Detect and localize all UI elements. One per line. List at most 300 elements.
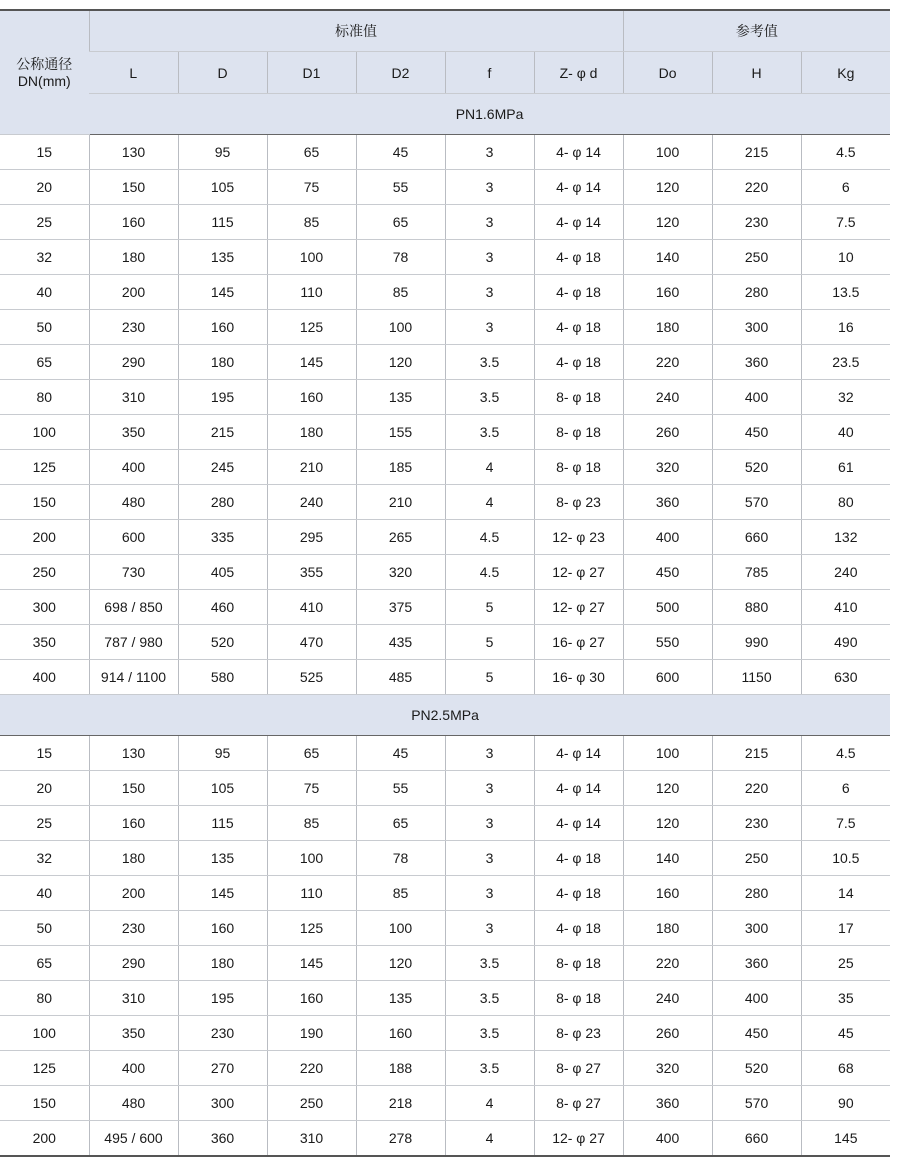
table-cell: 3 [445,876,534,911]
table-row [0,415,890,450]
table-cell: 660 [712,1121,801,1157]
table-cell: 8- φ 18 [534,946,623,981]
table-cell: 260 [623,1016,712,1051]
table-row [0,981,890,1016]
table-cell: 230 [89,310,178,345]
table-cell: 120 [623,205,712,240]
table-cell: 7.5 [801,205,890,240]
table-cell: 100 [267,841,356,876]
table-row [0,380,890,415]
table-cell: 787 / 980 [89,625,178,660]
table-cell: 135 [178,240,267,275]
table-cell: 265 [356,520,445,555]
valve-dimension-table [0,9,890,1157]
table-cell: 400 [623,520,712,555]
table-cell: 125 [267,911,356,946]
table-cell: 3 [445,806,534,841]
table-cell: 195 [178,380,267,415]
table-cell: 360 [623,485,712,520]
table-cell: 4.5 [801,135,890,170]
table-cell: 300 [178,1086,267,1121]
table-cell: 25 [0,806,89,841]
table-cell: 115 [178,806,267,841]
table-cell: 195 [178,981,267,1016]
table-cell: 660 [712,520,801,555]
table-row [0,170,890,205]
table-cell: 300 [0,590,89,625]
table-cell: 61 [801,450,890,485]
table-cell: 55 [356,771,445,806]
reference-values-header: 参考值 [623,10,890,52]
table-cell: 260 [623,415,712,450]
column-header-Kg: Kg [801,52,890,94]
table-cell: 32 [801,380,890,415]
table-cell: 180 [178,946,267,981]
table-row [0,1016,890,1051]
table-cell: 400 [0,660,89,695]
table-cell: 3 [445,205,534,240]
table-cell: 85 [356,876,445,911]
table-cell: 3 [445,911,534,946]
table-cell: 490 [801,625,890,660]
table-cell: 20 [0,771,89,806]
table-cell: 45 [801,1016,890,1051]
table-cell: 100 [623,135,712,170]
table-cell: 95 [178,736,267,771]
table-cell: 105 [178,170,267,205]
table-row [0,485,890,520]
table-cell: 5 [445,660,534,695]
table-cell: 8- φ 18 [534,450,623,485]
table-cell: 65 [0,946,89,981]
table-cell: 360 [623,1086,712,1121]
table-cell: 120 [356,345,445,380]
table-cell: 4- φ 14 [534,736,623,771]
dn-header-line1: 公称通径 [16,55,73,72]
table-cell: 140 [623,240,712,275]
table-cell: 35 [801,981,890,1016]
table-cell: 3.5 [445,981,534,1016]
table-cell: 16- φ 30 [534,660,623,695]
column-header-bolt-holes: Z- φ d [534,52,623,94]
table-cell: 180 [89,841,178,876]
table-row [0,450,890,485]
table-cell: 80 [801,485,890,520]
table-cell: 450 [712,1016,801,1051]
table-cell: 3.5 [445,946,534,981]
table-cell: 410 [267,590,356,625]
table-cell: 280 [178,485,267,520]
table-cell: 145 [267,345,356,380]
table-cell: 15 [0,736,89,771]
table-cell: 78 [356,240,445,275]
table-cell: 3.5 [445,345,534,380]
table-cell: 400 [89,1051,178,1086]
table-cell: 280 [712,275,801,310]
table-cell: 20 [0,170,89,205]
table-cell: 400 [89,450,178,485]
table-cell: 4- φ 18 [534,911,623,946]
table-cell: 218 [356,1086,445,1121]
table-cell: 50 [0,310,89,345]
table-cell: 500 [623,590,712,625]
table-cell: 180 [178,345,267,380]
table-cell: 80 [0,981,89,1016]
table-cell: 200 [89,876,178,911]
table-cell: 580 [178,660,267,695]
table-cell: 3 [445,771,534,806]
table-row [0,876,890,911]
table-cell: 16- φ 27 [534,625,623,660]
table-cell: 350 [89,1016,178,1051]
table-cell: 23.5 [801,345,890,380]
table-cell: 65 [356,806,445,841]
table-row [0,590,890,625]
table-cell: 4- φ 14 [534,170,623,205]
table-cell: 3 [445,240,534,275]
table-cell: 3 [445,135,534,170]
table-cell: 250 [267,1086,356,1121]
table-cell: 480 [89,1086,178,1121]
table-row [0,240,890,275]
table-cell: 85 [267,806,356,841]
table-cell: 110 [267,275,356,310]
table-cell: 230 [89,911,178,946]
table-cell: 145 [178,876,267,911]
table-cell: 320 [356,555,445,590]
table-cell: 250 [712,240,801,275]
table-cell: 220 [267,1051,356,1086]
table-cell: 270 [178,1051,267,1086]
table-cell: 8- φ 27 [534,1051,623,1086]
table-cell: 400 [623,1121,712,1157]
table-cell: 480 [89,485,178,520]
table-cell: 210 [267,450,356,485]
table-row [0,736,890,771]
table-cell: 120 [623,806,712,841]
table-cell: 17 [801,911,890,946]
table-row [0,135,890,170]
table-cell: 600 [623,660,712,695]
table-cell: 450 [712,415,801,450]
table-cell: 300 [712,310,801,345]
table-cell: 200 [0,520,89,555]
column-header-D: D [178,52,267,94]
table-row [0,841,890,876]
table-row [0,625,890,660]
table-cell: 520 [712,1051,801,1086]
dn-header [0,10,89,135]
table-row [0,520,890,555]
table-cell: 180 [623,911,712,946]
table-cell: 290 [89,345,178,380]
table-cell: 180 [267,415,356,450]
table-cell: 200 [89,275,178,310]
table-cell: 3.5 [445,415,534,450]
table-cell: 495 / 600 [89,1121,178,1157]
table-cell: 40 [0,876,89,911]
table-cell: 155 [356,415,445,450]
table-cell: 400 [712,380,801,415]
table-cell: 130 [89,736,178,771]
table-cell: 135 [356,380,445,415]
table-cell: 914 / 1100 [89,660,178,695]
table-cell: 150 [89,170,178,205]
table-cell: 210 [356,485,445,520]
table-cell: 485 [356,660,445,695]
table-cell: 5 [445,625,534,660]
table-cell: 10.5 [801,841,890,876]
table-cell: 240 [623,380,712,415]
table-cell: 160 [267,981,356,1016]
table-row [0,345,890,380]
column-header-L: L [89,52,178,94]
table-cell: 350 [0,625,89,660]
table-cell: 12- φ 27 [534,1121,623,1157]
table-cell: 525 [267,660,356,695]
dn-header-line2: DN(mm) [17,72,71,89]
table-cell: 115 [178,205,267,240]
table-row [0,1086,890,1121]
table-cell: 240 [267,485,356,520]
table-cell: 360 [178,1121,267,1157]
table-cell: 180 [623,310,712,345]
table-cell: 570 [712,1086,801,1121]
table-cell: 190 [267,1016,356,1051]
table-row [0,946,890,981]
table-row [0,1121,890,1157]
table-cell: 310 [267,1121,356,1157]
table-cell: 120 [356,946,445,981]
table-cell: 3.5 [445,380,534,415]
table-row [0,1051,890,1086]
table-cell: 6 [801,771,890,806]
table-cell: 135 [356,981,445,1016]
table-cell: 215 [712,135,801,170]
table-cell: 375 [356,590,445,625]
table-cell: 4 [445,450,534,485]
table-cell: 80 [0,380,89,415]
table-cell: 3.5 [445,1051,534,1086]
table-cell: 215 [712,736,801,771]
table-cell: 150 [0,1086,89,1121]
table-cell: 32 [0,240,89,275]
table-cell: 280 [712,876,801,911]
table-cell: 150 [0,485,89,520]
table-cell: 200 [0,1121,89,1157]
table-cell: 320 [623,450,712,485]
table-row [0,275,890,310]
table-cell: 435 [356,625,445,660]
table-cell: 230 [712,806,801,841]
table-cell: 310 [89,380,178,415]
table-cell: 50 [0,911,89,946]
table-cell: 40 [801,415,890,450]
table-cell: 65 [267,135,356,170]
table-cell: 4- φ 18 [534,876,623,911]
table-cell: 410 [801,590,890,625]
table-cell: 880 [712,590,801,625]
table-cell: 3 [445,275,534,310]
column-header-D1: D1 [267,52,356,94]
table-cell: 135 [178,841,267,876]
table-row [0,310,890,345]
table-cell: 100 [0,415,89,450]
table-cell: 4 [445,485,534,520]
table-cell: 10 [801,240,890,275]
table-cell: 140 [623,841,712,876]
table-cell: 25 [0,205,89,240]
table-cell: 160 [267,380,356,415]
table-cell: 68 [801,1051,890,1086]
column-header-D2: D2 [356,52,445,94]
table-cell: 75 [267,771,356,806]
table-cell: 132 [801,520,890,555]
table-cell: 360 [712,345,801,380]
table-cell: 3 [445,841,534,876]
table-cell: 5 [445,590,534,625]
table-cell: 220 [712,771,801,806]
table-cell: 160 [89,806,178,841]
section-header-row [0,695,890,736]
table-cell: 110 [267,876,356,911]
table-cell: 450 [623,555,712,590]
table-cell: 7.5 [801,806,890,841]
table-row [0,205,890,240]
table-cell: 570 [712,485,801,520]
table-cell: 125 [0,450,89,485]
table-cell: 220 [712,170,801,205]
table-cell: 188 [356,1051,445,1086]
table-cell: 160 [623,876,712,911]
table-cell: 520 [712,450,801,485]
table-cell: 4- φ 14 [534,205,623,240]
table-cell: 160 [623,275,712,310]
table-cell: 145 [801,1121,890,1157]
table-cell: 32 [0,841,89,876]
table-cell: 290 [89,946,178,981]
table-cell: 355 [267,555,356,590]
table-cell: 215 [178,415,267,450]
table-cell: 550 [623,625,712,660]
table-cell: 278 [356,1121,445,1157]
table-cell: 100 [356,911,445,946]
table-cell: 4- φ 18 [534,345,623,380]
table-cell: 4 [445,1121,534,1157]
table-cell: 8- φ 23 [534,1016,623,1051]
table-cell: 120 [623,170,712,205]
table-cell: 4- φ 18 [534,310,623,345]
table-cell: 160 [178,310,267,345]
table-cell: 25 [801,946,890,981]
table-cell: 698 / 850 [89,590,178,625]
table-cell: 65 [356,205,445,240]
table-cell: 730 [89,555,178,590]
table-cell: 360 [712,946,801,981]
table-cell: 230 [178,1016,267,1051]
table-cell: 8- φ 23 [534,485,623,520]
table-cell: 470 [267,625,356,660]
table-cell: 160 [89,205,178,240]
table-cell: 90 [801,1086,890,1121]
table-cell: 990 [712,625,801,660]
table-cell: 85 [267,205,356,240]
table-cell: 4- φ 14 [534,135,623,170]
column-header-Do: Do [623,52,712,94]
table-cell: 125 [0,1051,89,1086]
table-row [0,555,890,590]
table-cell: 160 [356,1016,445,1051]
table-cell: 12- φ 23 [534,520,623,555]
table-cell: 100 [0,1016,89,1051]
table-cell: 12- φ 27 [534,555,623,590]
table-cell: 45 [356,135,445,170]
table-cell: 250 [0,555,89,590]
table-cell: 8- φ 18 [534,415,623,450]
table-cell: 78 [356,841,445,876]
table-cell: 310 [89,981,178,1016]
table-cell: 630 [801,660,890,695]
table-row [0,806,890,841]
table-cell: 350 [89,415,178,450]
table-cell: 460 [178,590,267,625]
table-cell: 3 [445,170,534,205]
table-cell: 15 [0,135,89,170]
table-cell: 150 [89,771,178,806]
table-cell: 4.5 [801,736,890,771]
table-cell: 230 [712,205,801,240]
table-cell: 8- φ 27 [534,1086,623,1121]
table-row [0,660,890,695]
table-cell: 125 [267,310,356,345]
table-cell: 100 [356,310,445,345]
table-cell: 100 [623,736,712,771]
table-cell: 75 [267,170,356,205]
table-cell: 250 [712,841,801,876]
table-cell: 130 [89,135,178,170]
table-cell: 13.5 [801,275,890,310]
table-cell: 4- φ 18 [534,275,623,310]
table-cell: 6 [801,170,890,205]
table-cell: 1150 [712,660,801,695]
table-cell: 295 [267,520,356,555]
table-cell: 600 [89,520,178,555]
table-cell: 785 [712,555,801,590]
column-header-H: H [712,52,801,94]
table-cell: 160 [178,911,267,946]
table-cell: 300 [712,911,801,946]
table-cell: 120 [623,771,712,806]
section-header-pressure: PN2.5MPa [0,695,890,736]
table-cell: 12- φ 27 [534,590,623,625]
table-row [0,911,890,946]
table-cell: 185 [356,450,445,485]
table-cell: 8- φ 18 [534,380,623,415]
column-header-f: f [445,52,534,94]
table-cell: 400 [712,981,801,1016]
table-cell: 4.5 [445,520,534,555]
table-cell: 3 [445,736,534,771]
table-cell: 405 [178,555,267,590]
table-cell: 100 [267,240,356,275]
table-cell: 240 [801,555,890,590]
table-cell: 95 [178,135,267,170]
table-cell: 220 [623,946,712,981]
table-cell: 320 [623,1051,712,1086]
table-cell: 145 [267,946,356,981]
table-cell: 220 [623,345,712,380]
table-cell: 520 [178,625,267,660]
